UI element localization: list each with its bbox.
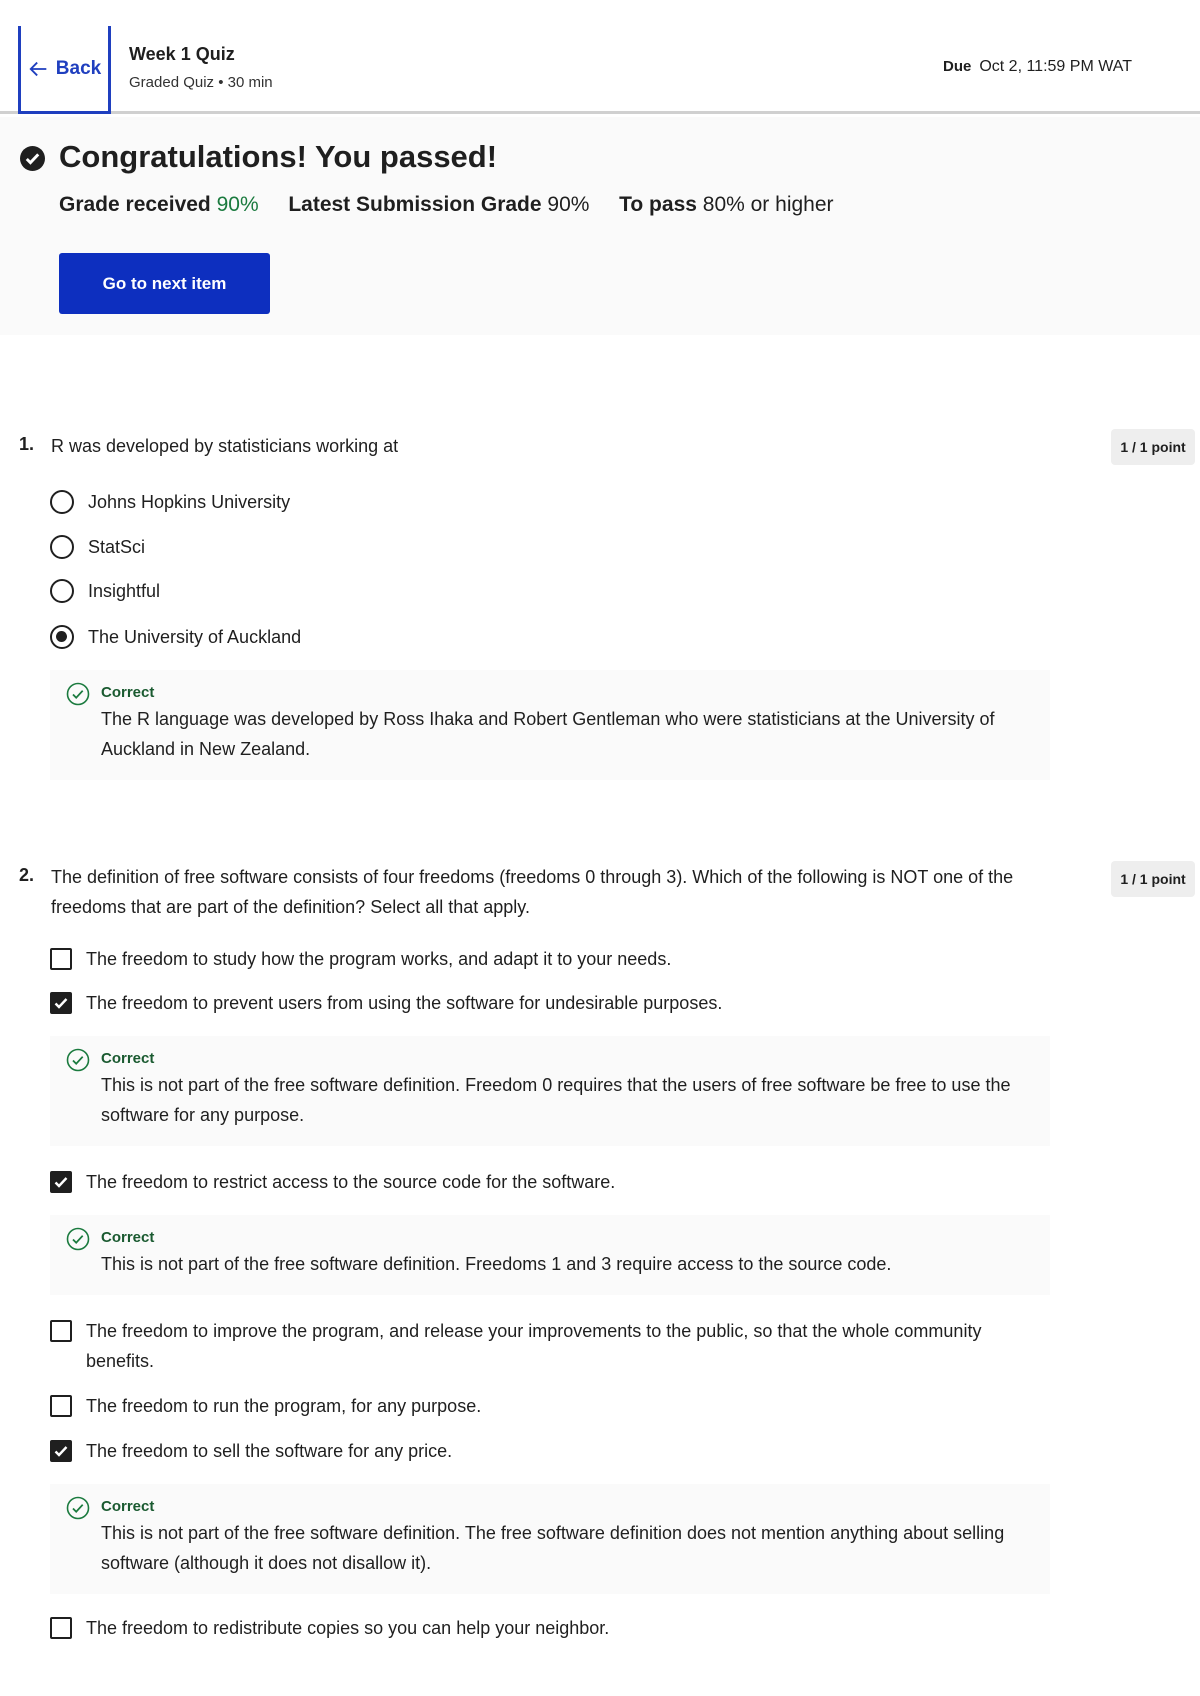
question-number: 1. [19, 434, 35, 454]
option-label: Johns Hopkins University [88, 492, 291, 512]
option-label: Insightful [88, 581, 161, 601]
points-badge: 1 / 1 point [1111, 861, 1195, 897]
radio-button-selected[interactable] [50, 625, 74, 649]
feedback-text: The R language was developed by Ross Ihaka and Robert Gentleman who were statisticians at the University of Auckland in New Zealand. [101, 709, 995, 759]
feedback-text: This is not part of the free software definition. The free software definition does not mention anything about selling software (although it does not disallow it). [101, 1523, 1005, 1573]
radio-button[interactable] [50, 535, 74, 559]
points-badge: 1 / 1 point [1111, 429, 1195, 465]
feedback-box [50, 1215, 1050, 1295]
check-circle-icon [20, 146, 45, 171]
feedback-box [50, 1484, 1050, 1594]
checkbox[interactable] [50, 948, 72, 970]
checkbox-checked[interactable] [50, 1171, 72, 1193]
checkbox[interactable] [50, 1395, 72, 1417]
option-label: The freedom to run the program, for any purpose. [86, 1396, 482, 1416]
checkbox-option[interactable] [50, 1613, 1050, 1643]
result-banner [0, 117, 1200, 335]
quiz-title: Week 1 Quiz [129, 44, 235, 64]
due-date [943, 58, 1132, 76]
option-label: The University of Auckland [88, 627, 302, 647]
latest-grade-label: Latest Submission Grade [288, 193, 542, 216]
option-label: StatSci [88, 537, 146, 557]
latest-grade-value: 90% [547, 193, 590, 216]
checkmark-icon [53, 995, 69, 1011]
option-label: The freedom to prevent users from using the software for undesirable purposes. [86, 993, 723, 1013]
correct-check-icon [66, 1048, 90, 1072]
arrow-left-icon [28, 58, 50, 80]
radio-button[interactable] [50, 490, 74, 514]
option-label: The freedom to improve the program, and release your improvements to the public, so that the whole community benefits. [86, 1321, 982, 1371]
quiz-subtitle: Graded Quiz • 30 min [129, 74, 273, 91]
feedback-text: This is not part of the free software definition. Freedom 0 requires that the users of free software be free to use the software for any purpose. [101, 1075, 1011, 1125]
checkbox[interactable] [50, 1320, 72, 1342]
back-button[interactable] [18, 26, 111, 114]
radio-button[interactable] [50, 579, 74, 603]
radio-option[interactable] [50, 622, 1050, 652]
radio-option[interactable] [50, 576, 1050, 606]
due-label: Due [943, 58, 972, 75]
pass-title: Congratulations! You passed! [59, 139, 498, 174]
correct-check-icon [66, 1227, 90, 1251]
checkbox-option[interactable] [50, 1316, 1040, 1376]
checkbox-option[interactable] [50, 1167, 1050, 1197]
go-to-next-item-button[interactable]: Go to next item [59, 253, 270, 314]
feedback-label: Correct [101, 1498, 155, 1515]
radio-option[interactable] [50, 532, 1050, 562]
feedback-label: Correct [101, 1229, 155, 1246]
quiz-header [0, 0, 1200, 114]
radio-option[interactable] [50, 487, 1050, 517]
feedback-label: Correct [101, 684, 155, 701]
correct-check-icon [66, 1496, 90, 1520]
feedback-box [50, 670, 1050, 780]
checkmark-icon [53, 1174, 69, 1190]
checkbox-option[interactable] [50, 1391, 1050, 1421]
to-pass-label: To pass [619, 193, 697, 216]
feedback-label: Correct [101, 1050, 155, 1067]
checkbox[interactable] [50, 1617, 72, 1639]
back-label: Back [55, 57, 102, 79]
option-label: The freedom to redistribute copies so you can help your neighbor. [86, 1618, 610, 1638]
grade-received-label: Grade received [59, 193, 211, 216]
option-label: The freedom to restrict access to the source code for the software. [86, 1172, 616, 1192]
to-pass-value: 80% or higher [702, 193, 834, 216]
feedback-text: This is not part of the free software definition. Freedoms 1 and 3 require access to the source code. [101, 1254, 892, 1274]
checkbox-checked[interactable] [50, 992, 72, 1014]
checkbox-option[interactable] [50, 944, 1050, 974]
grade-received-value: 90% [216, 193, 259, 216]
option-label: The freedom to study how the program works, and adapt it to your needs. [86, 949, 672, 969]
due-value: Oct 2, 11:59 PM WAT [979, 58, 1132, 75]
question-text: R was developed by statisticians working at [51, 436, 399, 456]
checkmark-icon [53, 1443, 69, 1459]
question-text: The definition of free software consists of four freedoms (freedoms 0 through 3). Which of the following is NOT one of the freedoms that are part of the definition? Select all that apply. [51, 867, 1014, 917]
grade-summary [59, 193, 834, 217]
question-number: 2. [19, 865, 35, 885]
checkbox-option[interactable] [50, 1436, 1050, 1466]
option-label: The freedom to sell the software for any price. [86, 1441, 453, 1461]
correct-check-icon [66, 682, 90, 706]
feedback-box [50, 1036, 1050, 1146]
checkbox-option[interactable] [50, 988, 1050, 1018]
checkbox-checked[interactable] [50, 1440, 72, 1462]
